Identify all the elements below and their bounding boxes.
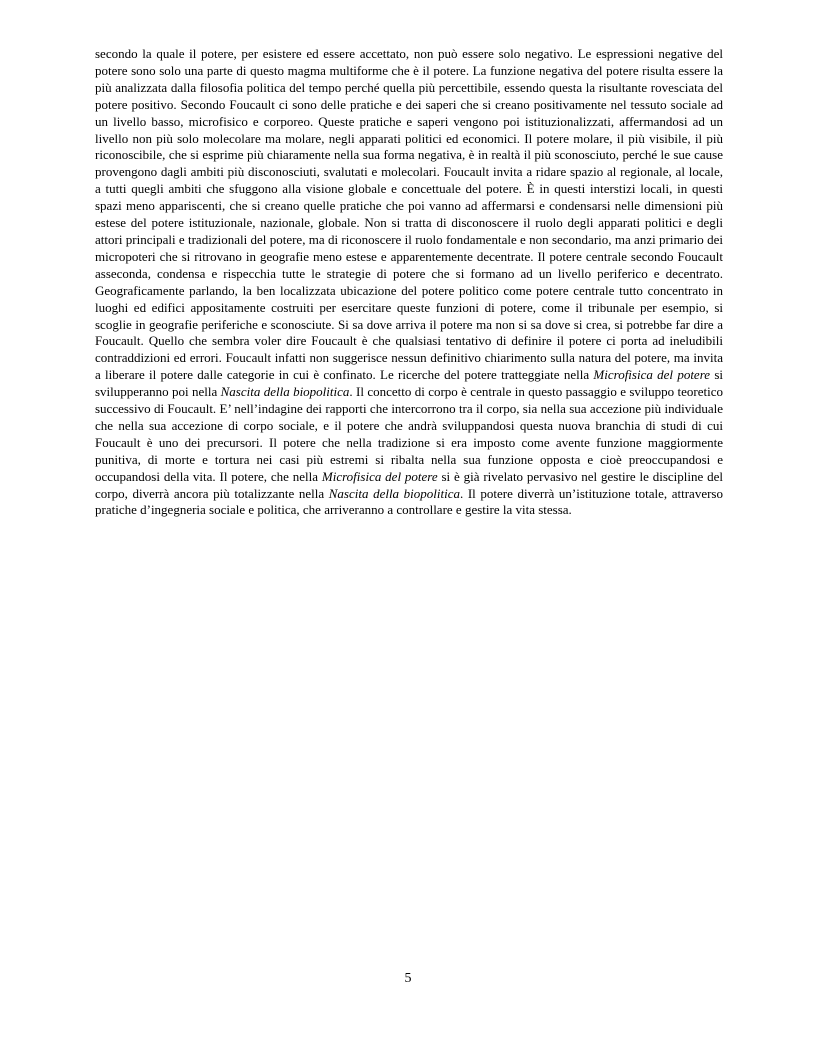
paragraph-text-segment: secondo la quale il potere, per esistere ed essere accettato, non può essere solo negativo. Le espressioni negative del potere sono solo una parte di questo magma multiforme che è il potere. La funzione negativa del potere risulta essere la più analizzata dalla filosofia politica del tempo perché quella più percettibile, essendo questa la risultante rovesciata del potere positivo. Secondo Foucault ci sono delle pratiche e dei saperi che si creano positivamente nel tessuto sociale ad un livello basso, microfisico e corporeo. Queste pratiche e saperi vengono poi istituzionalizzati, affermandosi ad un livello non più solo molecolare ma molare, negli apparati politici ed economici. Il potere molare, il più visibile, il più riconoscibile, che si esprime più chiaramente nella sua forma negativa, è in realtà il più sconosciuto, perché le sue cause provengono dagli ambiti più disconosciuti, svalutati e molecolari. Foucault invita a ridare spazio al regionale, al locale, a tutti quegli ambiti che sfuggono alla visione globale e concettuale del potere. È in questi interstizi locali, in questi spazi meno appariscenti, che si creano quelle pratiche che poi vanno ad affermarsi e condensarsi nelle dimensioni più estese del potere istituzionale, nazionale, globale. Non si tratta di disconoscere il ruolo degli apparati politici e degli attori principali e tradizionali del potere, ma di riconoscere il ruolo fondamentale e non secondario, ma anzi primario dei micropoteri che si ritrovano in geografie meno estese e apparentemente decentrate. Il potere centrale secondo Foucault asseconda, condensa e rispecchia tutte le strategie di potere che si formano ad un livello periferico e decentrato. Geograficamente parlando, la ben localizzata ubicazione del potere politico come potere centrale tutto concentrato in luoghi ed edifici appositamente costruiti per esercitare queste funzioni di potere, come il tribunale per esempio, si scoglie in geografie periferiche e sconosciute. Si sa dove arriva il potere ma non si sa dove si crea, si potrebbe far dire a Foucault. Quello che sembra voler dire Foucault è che qualsiasi tentativo di definire il potere ci porta ad ineludibili contraddizioni ed errori. Foucault infatti non suggerisce nessun definitivo chiarimento sulla natura del potere, ma invita a liberare il potere dalle categorie in cui è confinato. Le ricerche del potere tratteggiate nella bbox=[95, 46, 723, 383]
italic-title-nascita: Nascita della biopolitica bbox=[220, 384, 350, 400]
paragraph-text-segment: si è già rivelato pervasivo nel gestire le discipline del corpo, diverrà ancora più totalizzante nella bbox=[95, 468, 724, 501]
paragraph-text-segment: si svilupperanno poi nella bbox=[95, 367, 724, 400]
italic-title-microfisica: Microfisica del potere bbox=[593, 367, 711, 383]
italic-title-microfisica: Microfisica del potere bbox=[321, 468, 438, 484]
body-paragraph bbox=[95, 46, 723, 519]
paragraph-text-segment: . Il concetto di corpo è centrale in questo passaggio e sviluppo teoretico successivo di Foucault. E’ nell’indagine dei rapporti che intercorrono tra il corpo, sia nella sua accezione più individuale che nella sua accezione di corpo sociale, e il potere che andrà sviluppandosi questa nuova branchia di studi di cui Foucault è uno dei precursori. Il potere che nella tradizione si era imposto come avente funzione maggiormente punitiva, di morte e tortura nei casi più estremi si ribalta nella sua funzione opposta e cioè preoccupandosi e occupandosi della vita. Il potere, che nella bbox=[95, 384, 723, 484]
page-number: 5 bbox=[404, 971, 412, 986]
italic-title-nascita: Nascita della biopolitica bbox=[328, 485, 460, 501]
paragraph-text-segment: . Il potere diverrà un’istituzione totale, attraverso pratiche d’ingegneria sociale e politica, che arriveranno a controllare e gestire la vita stessa. bbox=[95, 485, 723, 518]
